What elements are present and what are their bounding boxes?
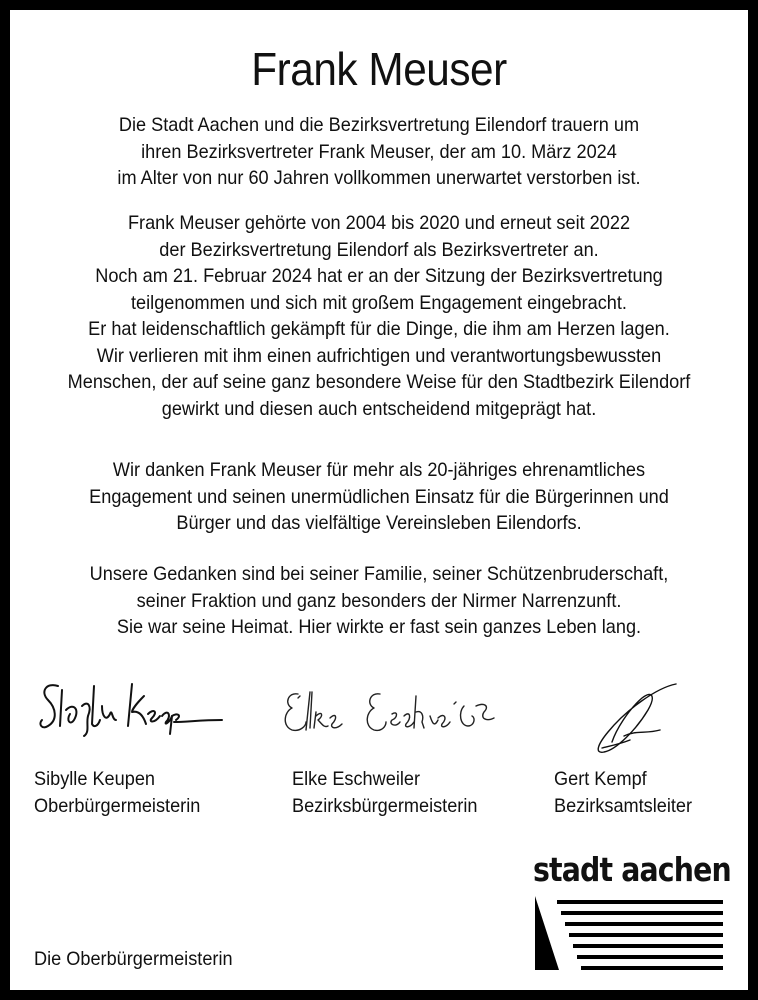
signature-gert-kempf (586, 680, 686, 760)
text-line: Noch am 21. Februar 2024 hat er an der Sitzung der Bezirksvertretung (95, 265, 663, 287)
signature-sibylle-keupen (36, 676, 226, 740)
notice-title: Frank Meuser (251, 43, 507, 95)
signatory-role-eschweiler: Bezirksbürgermeisterin (292, 795, 478, 817)
text-line: Wir verlieren mit ihm einen aufrichtigen und verantwortungsbewussten (96, 344, 662, 367)
paragraph-thoughts (10, 561, 748, 641)
text-line: Die Stadt Aachen und die Bezirksvertretung Eilendorf trauern um (118, 114, 640, 136)
text-line: Er hat leidenschaftlich gekämpft für die Dinge, die ihm am Herzen lagen. (88, 318, 670, 340)
signatory-name-keupen: Sibylle Keupen (34, 768, 155, 790)
paragraph-announcement (10, 112, 748, 192)
text-line: Sie war seine Heimat. Hier wirkte er fast sein ganzes Leben lang. (116, 616, 642, 638)
text-line: Unsere Gedanken sind bei seiner Familie, seiner Schützenbruderschaft, (89, 563, 669, 585)
text-line: im Alter von nur 60 Jahren vollkommen unerwartet verstorben ist. (117, 167, 641, 189)
signatory-role-kempf: Bezirksamtsleiter (554, 795, 693, 817)
text-line: Menschen, der auf seine ganz besondere Weise für den Stadtbezirk Eilendorf (67, 371, 691, 393)
text-line: Frank Meuser gehörte von 2004 bis 2020 und erneut seit 2022 (127, 212, 631, 234)
footer-note: Die Oberbürgermeisterin (34, 948, 233, 970)
text-line: Wir danken Frank Meuser für mehr als 20-jähriges ehrenamtliches (112, 459, 646, 481)
text-line: Bürger und das vielfältige Vereinsleben Eilendorfs. (176, 512, 582, 534)
signatory-name-kempf: Gert Kempf (554, 768, 647, 790)
paragraph-thanks (10, 457, 748, 537)
stadt-aachen-logo (533, 850, 731, 970)
obituary-notice (10, 10, 748, 990)
text-line: der Bezirksvertretung Eilendorf als Bezirksvertreter an. (159, 238, 599, 261)
signature-elke-eschweiler (280, 682, 500, 746)
text-line: teilgenommen und sich mit großem Engagement eingebracht. (131, 291, 627, 314)
logo-stripes-icon (533, 894, 723, 970)
text-line: gewirkt und diesen auch entscheidend mitgeprägt hat. (161, 397, 597, 420)
text-line: ihren Bezirksvertreter Frank Meuser, der am 10. März 2024 (141, 140, 617, 163)
logo-wordmark: stadt aachen (533, 850, 731, 889)
signatory-name-eschweiler: Elke Eschweiler (292, 768, 421, 790)
signatory-role-keupen: Oberbürgermeisterin (34, 795, 201, 817)
text-line: seiner Fraktion und ganz besonders der Nirmer Narrenzunft. (136, 589, 622, 612)
text-line: Engagement und seinen unermüdlichen Einsatz für die Bürgerinnen und (89, 485, 669, 508)
paragraph-career (10, 210, 748, 422)
